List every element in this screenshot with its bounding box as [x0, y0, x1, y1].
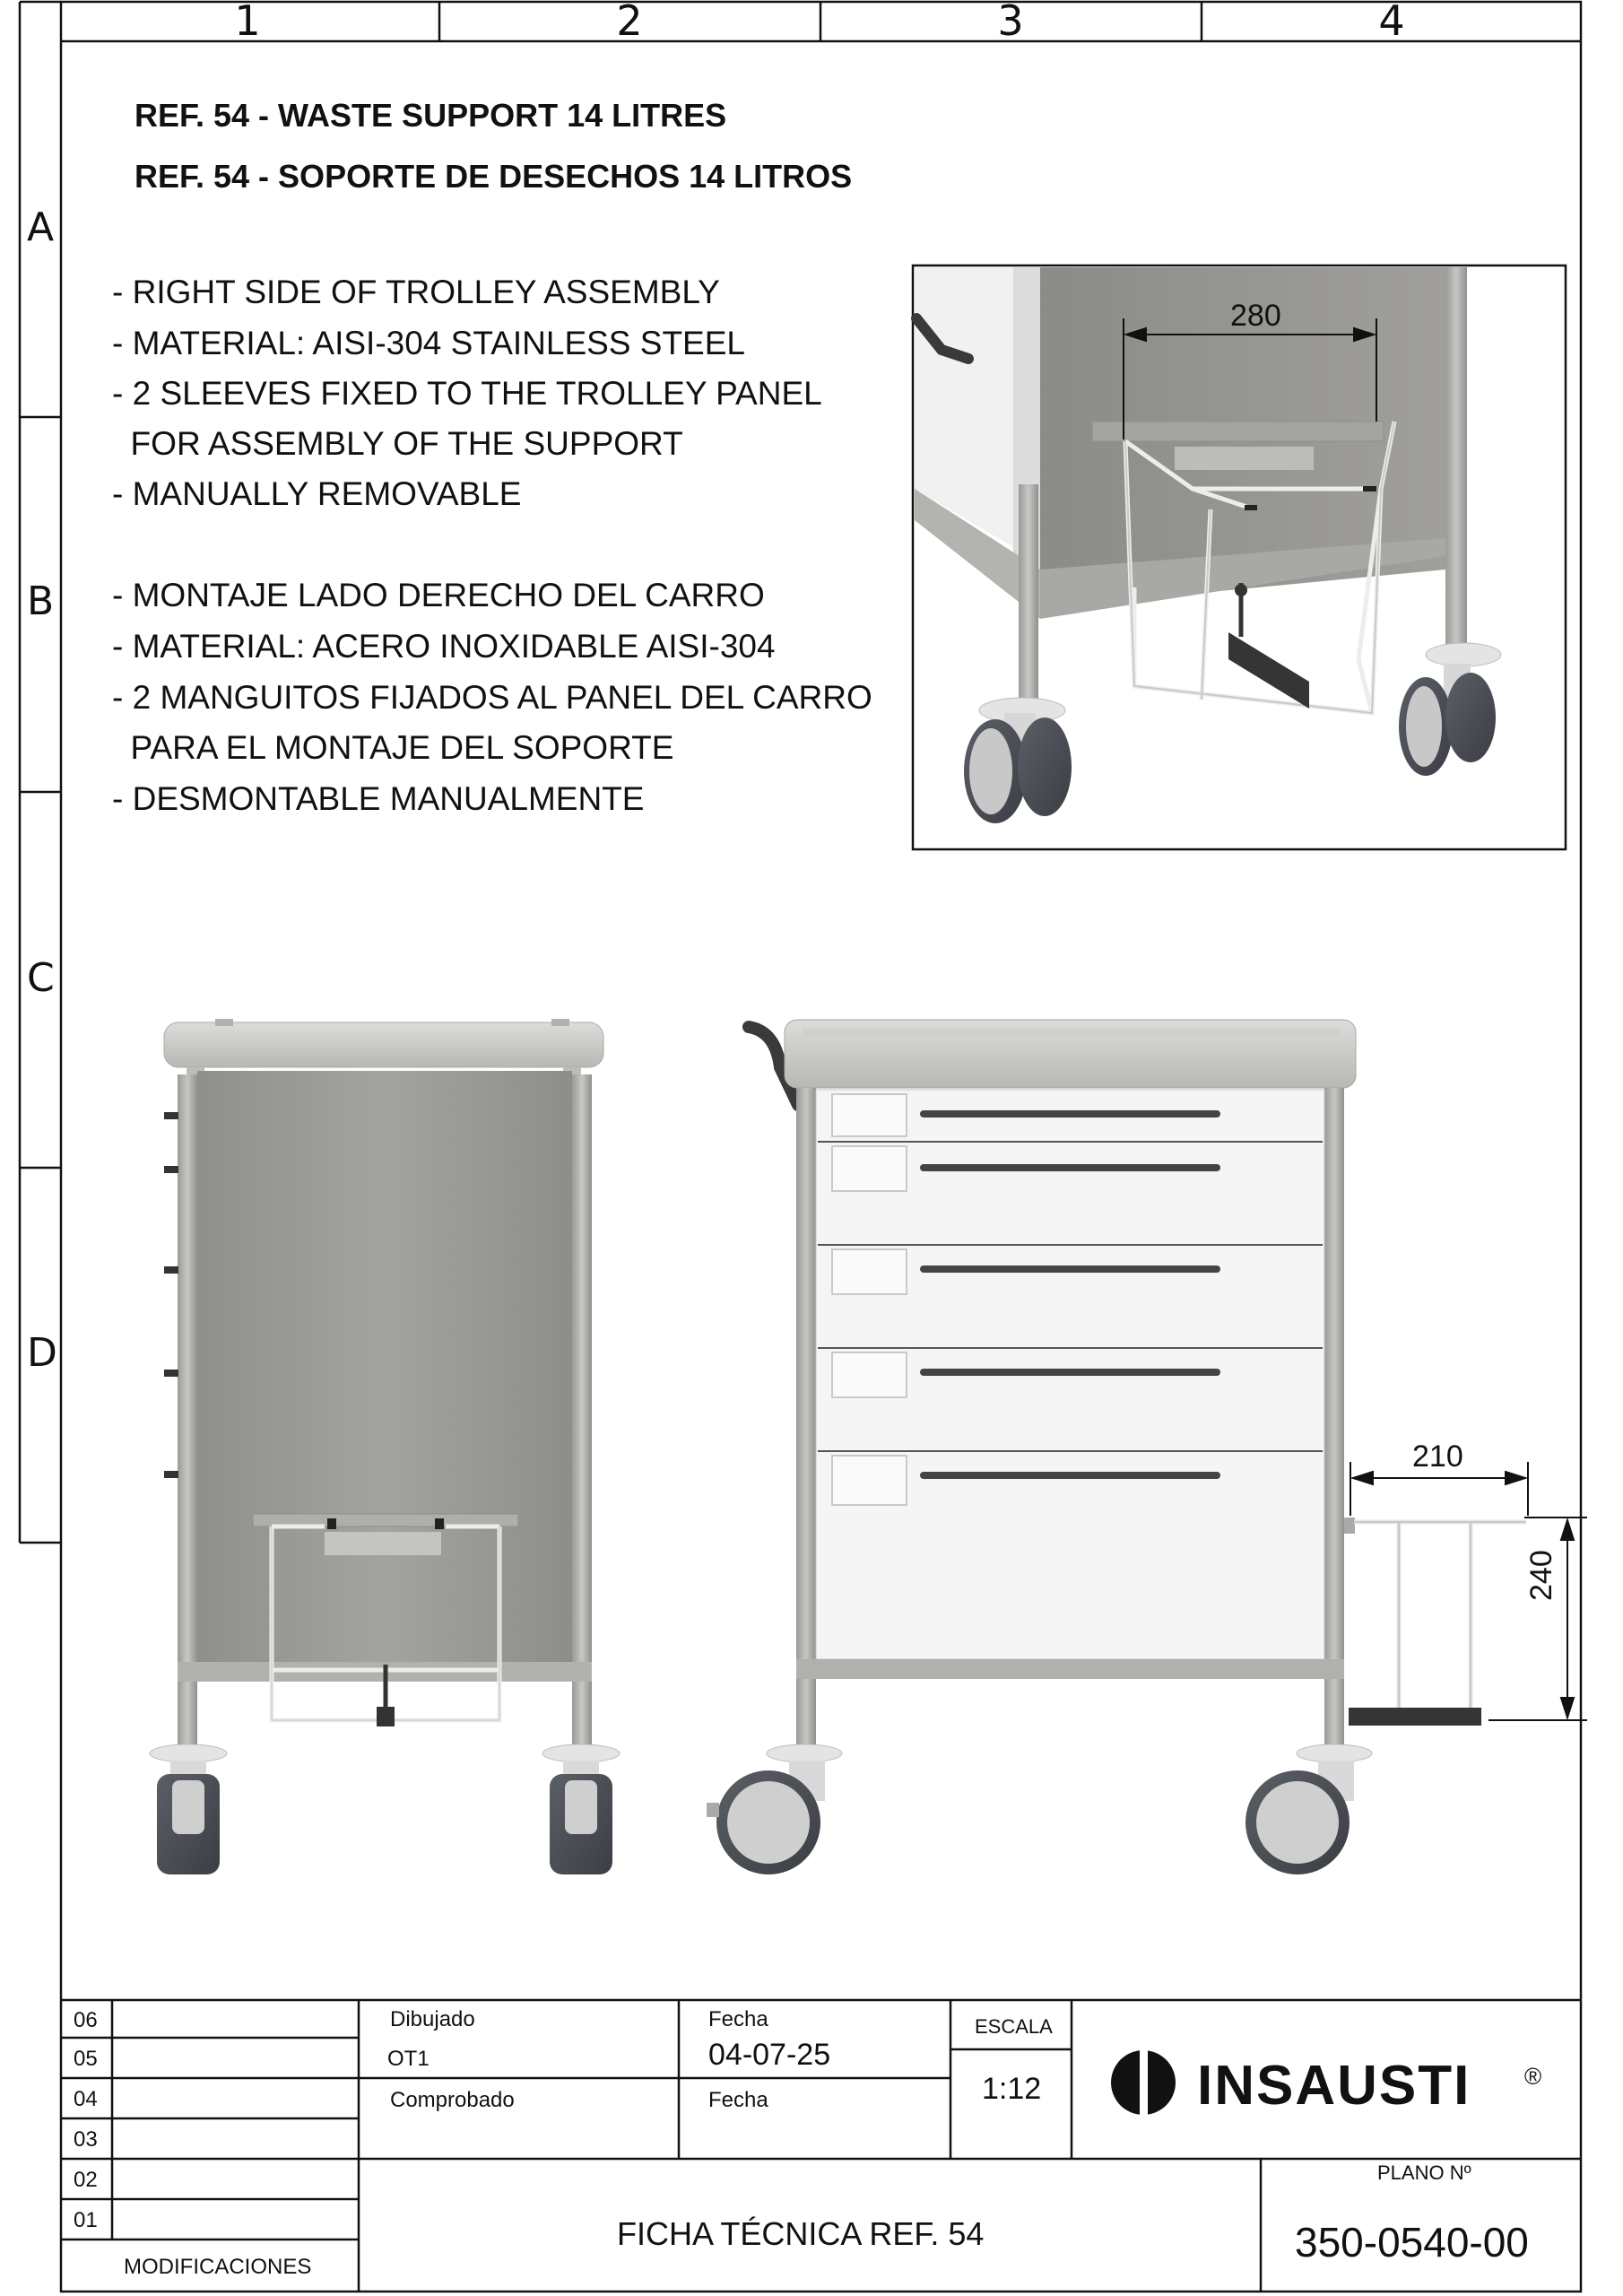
drawing-title: FICHA TÉCNICA REF. 54	[617, 2215, 985, 2252]
date-label: Fecha	[708, 2007, 768, 2031]
date2-label: Fecha	[708, 2088, 768, 2112]
plan-label: PLANO Nº	[1377, 2161, 1471, 2184]
logo-wordmark: INSAUSTI	[1197, 2055, 1471, 2117]
checked-label: Comprobado	[390, 2088, 515, 2112]
title-english: REF. 54 - WASTE SUPPORT 14 LITRES	[135, 97, 727, 134]
drawn-value: OT1	[387, 2047, 430, 2071]
grid-row-d: D	[27, 1330, 57, 1376]
scale-value: 1:12	[982, 2072, 1042, 2106]
plan-number: 350-0540-00	[1295, 2219, 1529, 2266]
spec-es-line-1: - MONTAJE LADO DERECHO DEL CARRO	[112, 577, 765, 613]
date-value: 04-07-25	[708, 2038, 831, 2072]
title-spanish: REF. 54 - SOPORTE DE DESECHOS 14 LITROS	[135, 158, 853, 195]
spec-es-line-5: - DESMONTABLE MANUALMENTE	[112, 780, 645, 817]
scale-label: ESCALA	[975, 2015, 1053, 2038]
spec-es-line-3: - 2 MANGUITOS FIJADOS AL PANEL DEL CARRO	[112, 679, 872, 716]
drawn-label: Dibujado	[390, 2007, 475, 2031]
revision-03: 03	[74, 2127, 98, 2152]
side-view-illustration	[150, 1019, 620, 1874]
dimension-240-label: 240	[1524, 1550, 1558, 1601]
grid-row-c: C	[27, 955, 55, 1001]
front-view-illustration	[707, 1020, 1526, 1874]
spec-en-line-4: FOR ASSEMBLY OF THE SUPPORT	[112, 425, 683, 462]
grid-column-3: 3	[997, 0, 1024, 45]
spec-en-line-2: - MATERIAL: AISI-304 STAINLESS STEEL	[112, 325, 745, 361]
revision-06: 06	[74, 2008, 98, 2032]
revision-05: 05	[74, 2047, 98, 2071]
dimension-210-label: 210	[1412, 1439, 1463, 1474]
spec-en-line-3: - 2 SLEEVES FIXED TO THE TROLLEY PANEL	[112, 375, 822, 412]
grid-row-b: B	[27, 578, 55, 624]
spec-es-line-2: - MATERIAL: ACERO INOXIDABLE AISI-304	[112, 628, 776, 665]
spec-en-line-1: - RIGHT SIDE OF TROLLEY ASSEMBLY	[112, 274, 720, 310]
revision-02: 02	[74, 2168, 98, 2192]
revision-01: 01	[74, 2208, 98, 2232]
grid-row-a: A	[27, 204, 55, 250]
grid-column-1: 1	[234, 0, 261, 45]
dimension-240	[1488, 1518, 1587, 1720]
revision-04: 04	[74, 2087, 98, 2111]
grid-column-4: 4	[1378, 0, 1405, 45]
modifications-label: MODIFICACIONES	[124, 2255, 312, 2279]
insausti-logo-mark	[1111, 2048, 1176, 2117]
spec-es-line-4: PARA EL MONTAJE DEL SOPORTE	[112, 729, 674, 766]
dimension-280-label: 280	[1230, 299, 1281, 333]
grid-column-2: 2	[616, 0, 643, 45]
registered-mark: ®	[1524, 2063, 1542, 2090]
spec-en-line-5: - MANUALLY REMOVABLE	[112, 475, 522, 512]
